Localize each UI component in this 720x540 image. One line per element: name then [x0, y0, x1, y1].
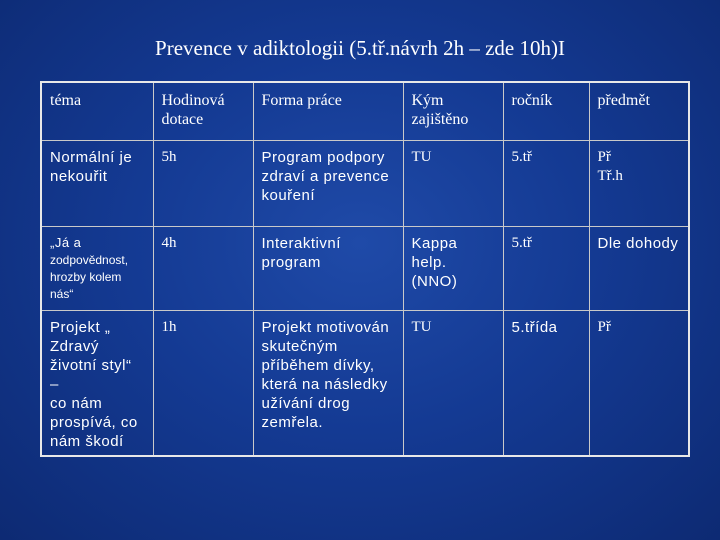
header-rocnik: ročník — [503, 82, 589, 140]
header-predmet: předmět — [589, 82, 689, 140]
cell-text: užívání drog — [261, 394, 351, 412]
slide-title: Prevence v adiktologii (5.tř.návrh 2h – zde 10h)I — [155, 36, 565, 60]
cell-text: Tř.h — [597, 167, 623, 184]
program-table — [40, 81, 690, 457]
cell-predmet: Dle dohody — [589, 226, 689, 310]
cell-hodiny: 5h — [153, 140, 253, 226]
cell-text: skutečným — [261, 337, 338, 355]
cell-tema — [41, 226, 153, 310]
cell-text: příběhem dívky, — [261, 356, 375, 374]
cell-text: Projekt „ — [50, 318, 111, 336]
cell-text: nám škodí — [50, 432, 124, 450]
cell-text: co nám — [50, 394, 103, 412]
cell-text: Interaktivní — [261, 234, 341, 252]
header-hodinova-dotace: Hodinová dotace — [153, 82, 253, 140]
cell-text: zdraví a prevence — [261, 167, 390, 185]
cell-text: Projekt motivován — [261, 318, 390, 336]
cell-kym: TU — [403, 140, 503, 226]
cell-forma — [253, 140, 403, 226]
cell-text: program — [261, 253, 321, 271]
cell-text: Př — [597, 148, 611, 165]
cell-text: Kappa help. — [411, 234, 458, 271]
cell-text: Program podpory — [261, 148, 385, 166]
cell-hodiny: 4h — [153, 226, 253, 310]
cell-text: která na následky — [261, 375, 388, 393]
cell-rocnik: 5.třída — [503, 310, 589, 456]
cell-forma — [253, 226, 403, 310]
cell-text: zemřela. — [261, 413, 324, 431]
table-header-row — [41, 82, 689, 140]
cell-text: hrozby kolem — [50, 269, 122, 284]
cell-text: kouření — [261, 186, 316, 204]
cell-kym — [403, 226, 503, 310]
cell-tema — [41, 310, 153, 456]
cell-forma — [253, 310, 403, 456]
cell-hodiny: 1h — [153, 310, 253, 456]
cell-rocnik: 5.tř — [503, 140, 589, 226]
cell-text: zodpovědnost, — [50, 252, 129, 267]
cell-predmet: Př — [589, 310, 689, 456]
cell-text: Normální je — [50, 148, 133, 166]
cell-text: životní styl“ – — [50, 356, 132, 393]
cell-text: (NNO) — [411, 272, 458, 290]
cell-tema — [41, 140, 153, 226]
header-tema: téma — [41, 82, 153, 140]
cell-kym: TU — [403, 310, 503, 456]
cell-predmet — [589, 140, 689, 226]
table-row — [41, 226, 689, 310]
table-row — [41, 310, 689, 456]
cell-text: „Já a — [50, 234, 82, 250]
cell-text: nekouřit — [50, 167, 108, 185]
cell-rocnik: 5.tř — [503, 226, 589, 310]
table-row — [41, 140, 689, 226]
cell-text: Zdravý — [50, 337, 99, 355]
cell-text: prospívá, co — [50, 413, 138, 431]
header-forma-prace: Forma práce — [253, 82, 403, 140]
header-kym-zajisteno: Kým zajištěno — [403, 82, 503, 140]
cell-text: nás“ — [50, 286, 74, 301]
